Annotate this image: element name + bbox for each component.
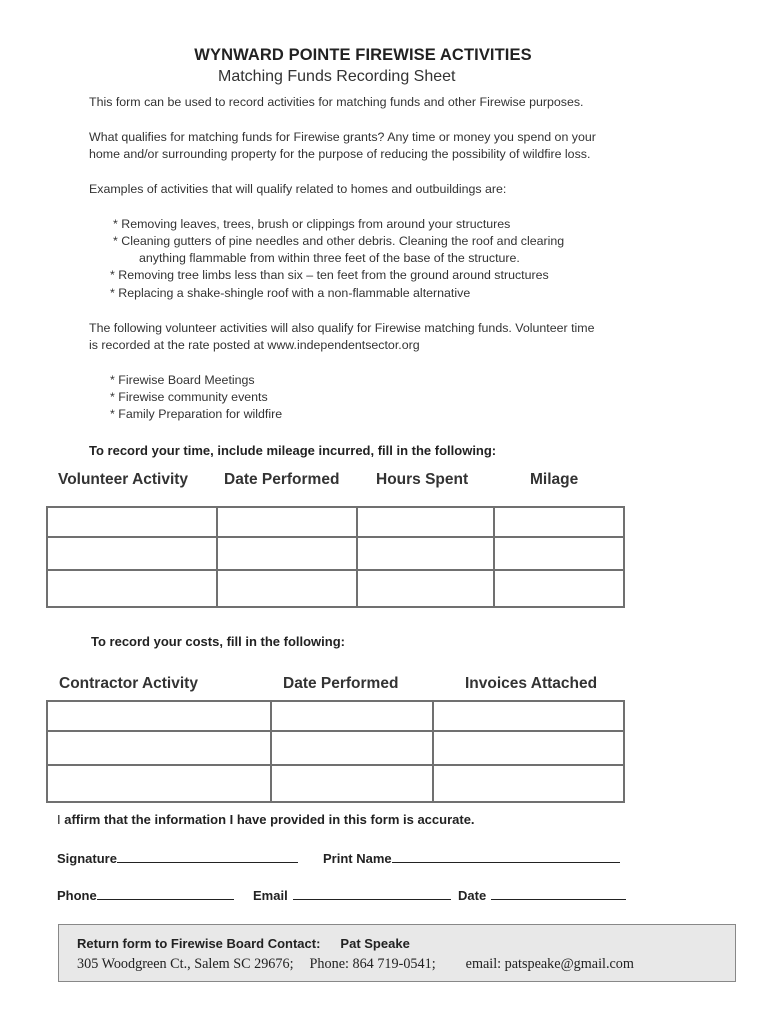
table-row (47, 765, 624, 802)
date-line[interactable] (491, 887, 626, 900)
hours-spent-cell[interactable] (357, 570, 495, 607)
hours-spent-cell[interactable] (357, 507, 495, 537)
invoices-attached-cell[interactable] (433, 765, 624, 802)
column-header-date-performed: Date Performed (224, 471, 340, 488)
volunteer-table-headers (0, 471, 770, 491)
date-performed-cell[interactable] (217, 570, 357, 607)
print-name-field[interactable] (323, 850, 620, 866)
volunteer-instruction: To record your time, include mileage incurred, fill in the following: (89, 443, 497, 458)
volunteer-activity-item: * Firewise Board Meetings (110, 373, 255, 387)
invoices-attached-cell[interactable] (433, 731, 624, 765)
volunteer-activity-cell[interactable] (47, 537, 217, 570)
date-label: Date (458, 888, 487, 903)
table-row (47, 731, 624, 765)
volunteer-intro-line-2: is recorded at the rate posted at www.independentsector.org (89, 338, 420, 352)
volunteer-activity-cell[interactable] (47, 507, 217, 537)
milage-cell[interactable] (494, 570, 624, 607)
volunteer-activity-item: * Firewise community events (110, 390, 268, 404)
volunteer-intro-line-1: The following volunteer activities will also qualify for Firewise matching funds. Volunteer time (89, 321, 595, 335)
affirmation-first-letter: I (57, 812, 61, 827)
email-label: Email (253, 888, 288, 903)
contact-phone: Phone: 864 719-0541; (309, 956, 436, 972)
form-subtitle: Matching Funds Recording Sheet (218, 68, 456, 85)
column-header-invoices-attached: Invoices Attached (465, 675, 598, 692)
column-header-contractor-activity: Contractor Activity (59, 675, 198, 692)
print-name-label: Print Name (323, 851, 392, 866)
date-performed-cell[interactable] (271, 731, 432, 765)
volunteer-activity-cell[interactable] (47, 570, 217, 607)
form-title: WYNWARD POINTE FIREWISE ACTIVITIES (194, 46, 532, 64)
date-field[interactable] (458, 887, 626, 903)
contact-address: 305 Woodgreen Ct., Salem SC 29676; (77, 956, 294, 972)
home-activity-item: * Cleaning gutters of pine needles and other debris. Cleaning the roof and clearing (113, 234, 565, 248)
intro-paragraph-2-line-1: What qualifies for matching funds for Firewise grants? Any time or money you spend on your (89, 130, 596, 144)
affirmation-statement (57, 812, 475, 827)
hours-spent-cell[interactable] (357, 537, 495, 570)
date-performed-cell[interactable] (217, 537, 357, 570)
phone-line[interactable] (97, 887, 234, 900)
email-line[interactable] (293, 887, 451, 900)
table-row (47, 507, 624, 537)
contractor-activity-cell[interactable] (47, 701, 271, 731)
table-row (47, 701, 624, 731)
return-contact-line (77, 936, 410, 951)
contractor-activity-cell[interactable] (47, 731, 271, 765)
phone-field[interactable] (57, 887, 234, 903)
intro-paragraph-2-line-2: home and/or surrounding property for the purpose of reducing the possibility of wildfire loss. (89, 147, 591, 161)
milage-cell[interactable] (494, 507, 624, 537)
table-row (47, 570, 624, 607)
column-header-milage: Milage (530, 471, 579, 488)
affirmation-text: affirm that the information I have provided in this form is accurate. (60, 812, 475, 827)
cost-instruction: To record your costs, fill in the following: (91, 634, 345, 649)
home-activity-item: * Replacing a shake-shingle roof with a non-flammable alternative (110, 286, 471, 300)
contact-footer-box (58, 924, 736, 982)
invoices-attached-cell[interactable] (433, 701, 624, 731)
print-name-line[interactable] (392, 850, 620, 863)
home-activity-item: * Removing tree limbs less than six – ten feet from the ground around structures (110, 268, 549, 282)
cost-table-headers (0, 675, 770, 695)
column-header-hours-spent: Hours Spent (376, 471, 469, 488)
contact-name: Pat Speake (340, 936, 410, 951)
milage-cell[interactable] (494, 537, 624, 570)
phone-label: Phone (57, 888, 97, 903)
contact-email: email: patspeake@gmail.com (465, 956, 634, 972)
date-performed-cell[interactable] (217, 507, 357, 537)
date-performed-cell[interactable] (271, 701, 432, 731)
contractor-activity-cell[interactable] (47, 765, 271, 802)
intro-paragraph-3: Examples of activities that will qualify related to homes and outbuildings are: (89, 182, 507, 196)
signature-field[interactable] (57, 850, 298, 866)
return-label: Return form to Firewise Board Contact: (77, 936, 321, 951)
cost-table (46, 700, 625, 803)
email-field[interactable] (253, 887, 451, 903)
intro-paragraph-1: This form can be used to record activities for matching funds and other Firewise purposes. (89, 95, 584, 109)
contact-details-line (77, 956, 634, 973)
signature-label: Signature (57, 851, 117, 866)
table-row (47, 537, 624, 570)
date-performed-cell[interactable] (271, 765, 432, 802)
volunteer-table (46, 506, 625, 608)
signature-line[interactable] (117, 850, 298, 863)
home-activity-item-continuation: anything flammable from within three feet of the base of the structure. (139, 251, 520, 265)
home-activity-item: * Removing leaves, trees, brush or clippings from around your structures (113, 217, 511, 231)
column-header-volunteer-activity: Volunteer Activity (58, 471, 189, 488)
volunteer-activity-item: * Family Preparation for wildfire (110, 407, 283, 421)
column-header-date-performed: Date Performed (283, 675, 399, 692)
